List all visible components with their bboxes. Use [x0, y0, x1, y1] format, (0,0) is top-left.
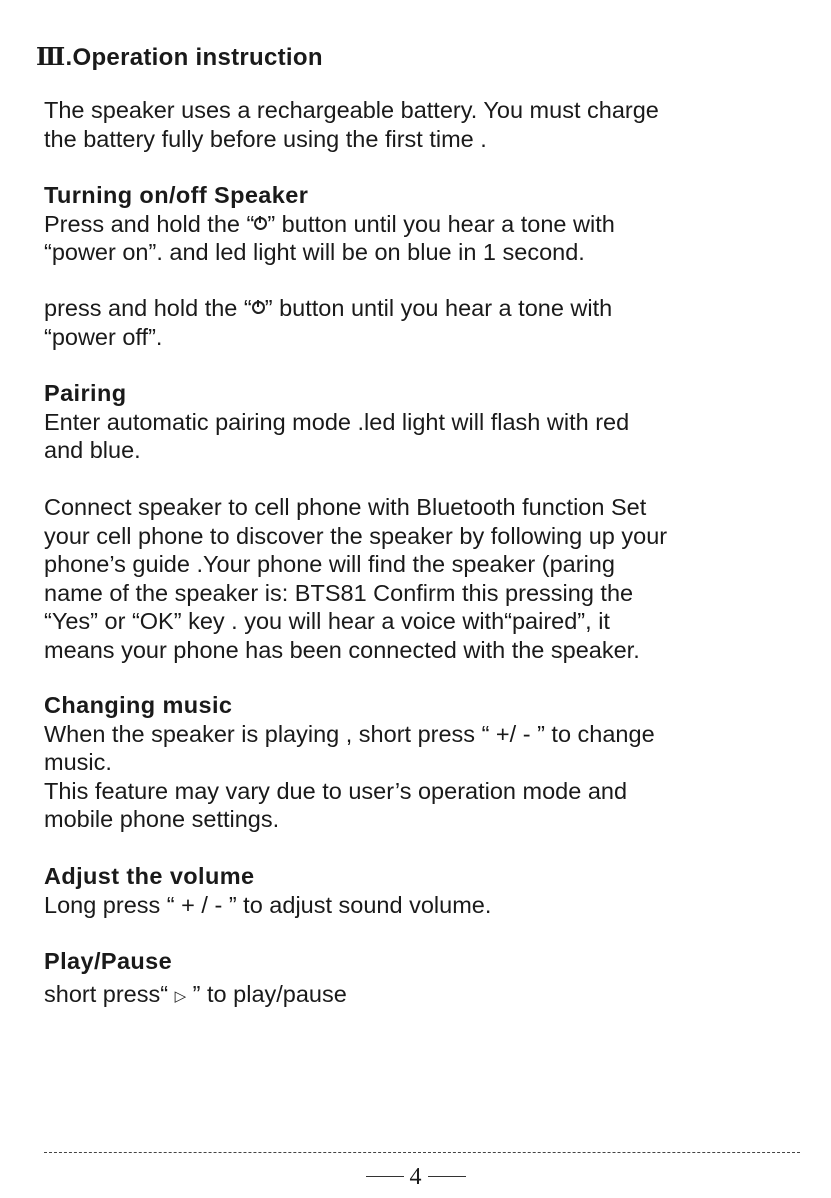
- section-title-text: .Operation instruction: [65, 44, 323, 71]
- music-line: When the speaker is playing , short press “ +/ - ” to change: [44, 720, 655, 747]
- connect-line: Connect speaker to cell phone with Bluetooth function Set: [44, 494, 647, 520]
- pairing-heading: Pairing: [44, 380, 127, 406]
- play-section: [44, 947, 804, 1011]
- power-on-line2: “power on”. and led light will be on blue in 1 second.: [44, 239, 585, 265]
- music-line: music.: [44, 749, 112, 775]
- power-heading: Turning on/off Speaker: [44, 182, 309, 208]
- power-off-text: press and hold the “: [44, 295, 252, 321]
- power-off-paragraph: [44, 294, 804, 351]
- power-off-line2: “power off”.: [44, 323, 163, 350]
- intro-line: The speaker uses a rechargeable battery. You must charge: [44, 97, 659, 123]
- section-title: [36, 42, 323, 72]
- connect-line: your cell phone to discover the speaker by following up your: [44, 522, 668, 549]
- connect-line: phone’s guide .Your phone will find the speaker (paring: [44, 551, 615, 577]
- footer-divider: [44, 1152, 800, 1153]
- page-number-value: 4: [409, 1164, 422, 1190]
- connect-line: “Yes” or “OK” key . you will hear a voice with“paired”, it: [44, 608, 610, 634]
- power-off-line: [44, 294, 804, 323]
- music-line: mobile phone settings.: [44, 806, 280, 832]
- play-text: ” to play/pause: [186, 980, 347, 1007]
- volume-line: Long press “ + / - ” to adjust sound volume.: [44, 891, 492, 918]
- intro-paragraph: [44, 96, 804, 153]
- pairing-line: Enter automatic pairing mode .led light will flash with red: [44, 408, 630, 435]
- music-section: [44, 691, 804, 834]
- page-number-rule: [366, 1176, 404, 1177]
- power-on-text: Press and hold the “: [44, 210, 255, 237]
- music-line: This feature may vary due to user’s operation mode and: [44, 777, 628, 804]
- play-text: short press“: [44, 980, 175, 1007]
- connect-paragraph: [44, 493, 804, 664]
- intro-line: the battery fully before using the first time .: [44, 125, 487, 152]
- page-number-rule: [428, 1176, 466, 1177]
- pairing-section: [44, 379, 804, 465]
- page-number: [0, 1164, 831, 1191]
- volume-heading: Adjust the volume: [44, 863, 255, 889]
- play-line: [44, 980, 804, 1012]
- volume-section: [44, 862, 804, 919]
- power-off-text: ” button until you hear a tone with: [264, 295, 613, 321]
- connect-line: means your phone has been connected with the speaker.: [44, 636, 640, 663]
- play-icon: ▷: [174, 987, 187, 1005]
- power-on-line: [44, 210, 804, 239]
- pairing-line: and blue.: [44, 437, 141, 463]
- play-heading: Play/Pause: [44, 948, 173, 974]
- music-heading: Changing music: [44, 692, 233, 718]
- section-numeral: Ⅲ: [36, 45, 66, 71]
- connect-line: name of the speaker is: BTS81 Confirm this pressing the: [44, 579, 634, 606]
- power-icon: [252, 301, 265, 314]
- power-on-text: ” button until you hear a tone with: [267, 210, 615, 237]
- power-section: [44, 181, 804, 267]
- power-icon: [254, 217, 267, 230]
